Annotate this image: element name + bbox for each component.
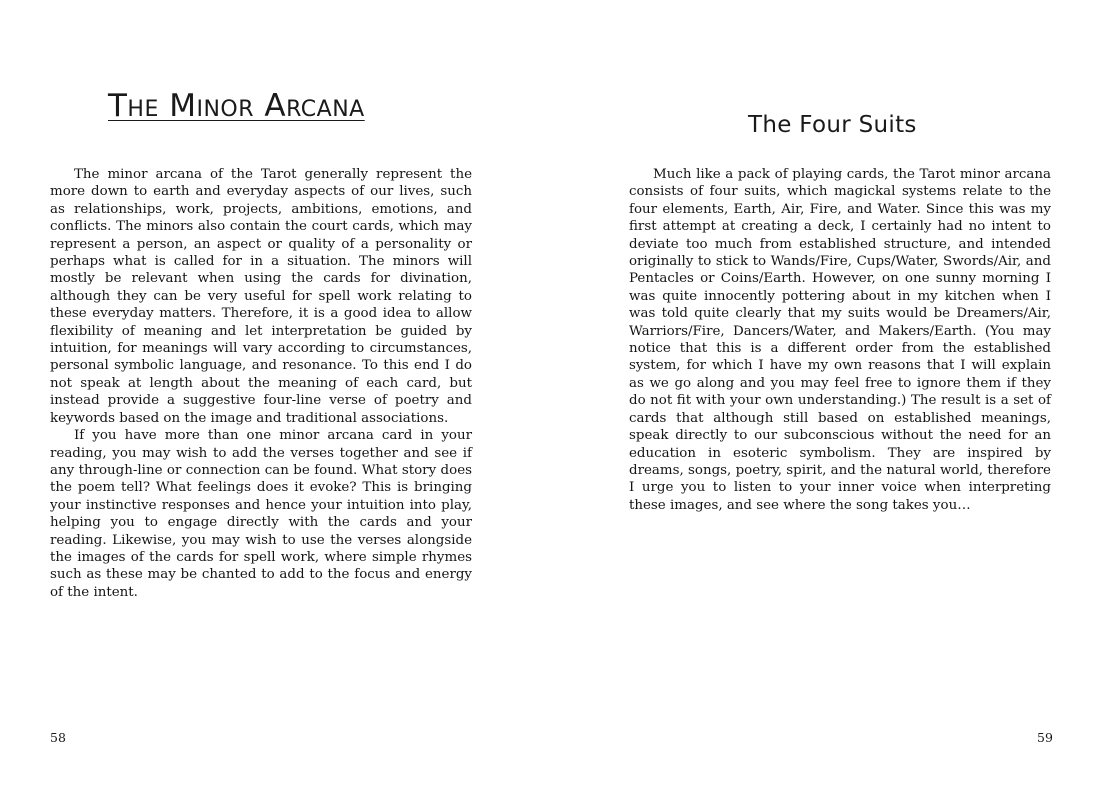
paragraph-four-suits: Much like a pack of playing cards, the Tarot minor arcana consists of four suits, which magickal systems relate to the four elements, Earth, Air, Fire, and Water. Since this was my first attempt at creating a deck, I certainly had no intent to deviate too much from established structure, and intended originally to stick to Wands/Fire, Cups/Water, Swords/Air, and Pentacles or Coins/Earth. However, on one sunny morning I was quite innocently pottering about in my kitchen when I was told quite clearly that my suits would be Dreamers/Air, Warriors/Fire, Dancers/Water, and Makers/Earth. (You may notice that this is a different order from the established system, for which I have my own reasons that I will explain as we go along and you may feel free to ignore them if they do not fit with your own understanding.) The result is a set of cards that although still based on established meanings, speak directly to our subconscious without the need for an education in esoteric symbolism. They are inspired by dreams, songs, poetry, spirit, and the natural world, therefore I urge you to listen to your inner voice when interpreting these images, and see where the song takes you…	[629, 167, 1051, 513]
paragraph-intro: The minor arcana of the Tarot generally represent the more down to earth and everyday aspects of our lives, such as relationships, work, projects, ambitions, emotions, and conflicts. The minors also contain the court cards, which may represent a person, an aspect or quality of a personality or perhaps what is called for in a situation. The minors will mostly be relevant when using the cards for divination, although they can be very useful for spell work relating to these everyday matters. Therefore, it is a good idea to allow flexibility of meaning and let interpretation be guided by intuition, for meanings will vary according to circumstances, personal symbolic language, and resonance. To this end I do not speak at length about the meaning of each card, but instead provide a suggestive four-line verse of poetry and keywords based on the image and traditional associations.	[50, 167, 472, 426]
right-body-text	[629, 166, 1051, 514]
left-body-text	[50, 166, 472, 601]
section-title-minor-arcana: The Minor Arcana	[108, 88, 365, 124]
right-page	[550, 0, 1100, 786]
section-title-four-suits: The Four Suits	[748, 112, 917, 138]
page-number-right: 59	[1037, 730, 1053, 745]
page-number-left: 58	[50, 730, 66, 745]
paragraph-multiple-cards: If you have more than one minor arcana card in your reading, you may wish to add the verses together and see if any through-line or connection can be found. What story does the poem tell? What feelings does it evoke? This is bringing your instinctive responses and hence your intuition into play, helping you to engage directly with the cards and your reading. Likewise, you may wish to use the verses alongside the images of the cards for spell work, where simple rhymes such as these may be chanted to add to the focus and energy of the intent.	[50, 428, 472, 600]
